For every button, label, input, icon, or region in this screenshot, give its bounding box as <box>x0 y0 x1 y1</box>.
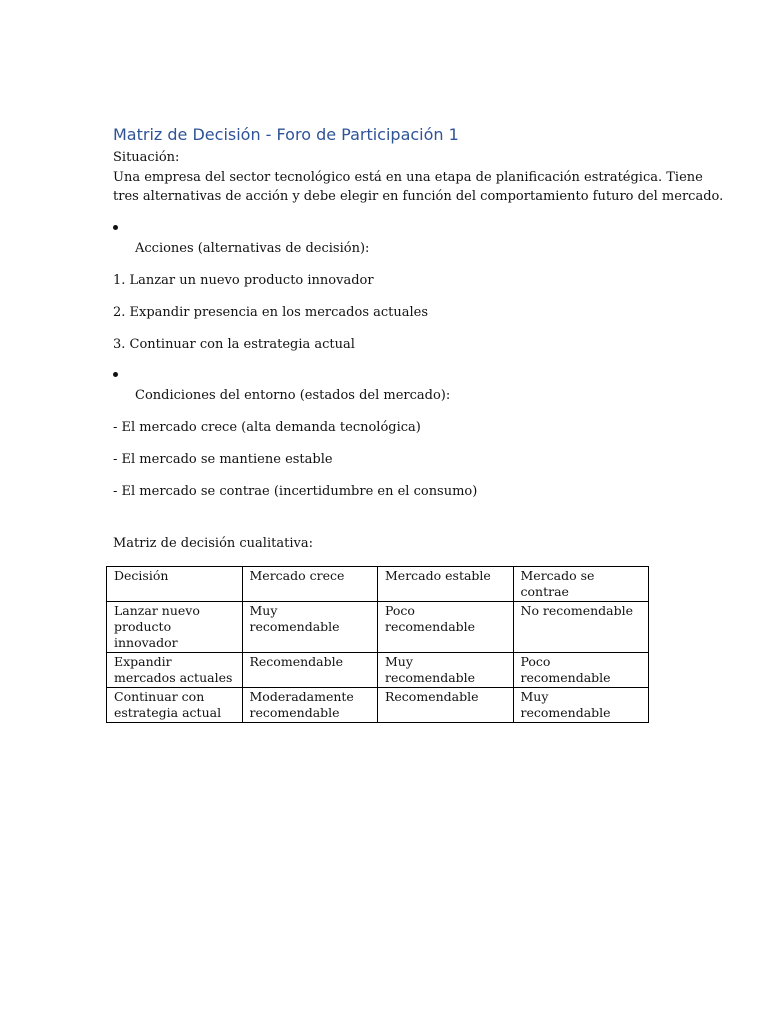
intro-line-1: Una empresa del sector tecnológico está en una etapa de planificación estratégica. Tiene <box>113 170 703 185</box>
action-item-2: 2. Expandir presencia en los mercados actuales <box>113 305 429 320</box>
row-3-decision: Continuar con estrategia actual <box>107 688 243 723</box>
table-row <box>107 602 649 653</box>
row-3-mercado-crece: Moderadamente recomendable <box>242 688 378 723</box>
condition-item-3: - El mercado se contrae (incertidumbre en el consumo) <box>113 484 478 499</box>
situation-label: Situación: <box>113 150 180 165</box>
document-title: Matriz de Decisión - Foro de Participación 1 <box>113 125 459 144</box>
header-decision: Decisión <box>107 567 243 602</box>
header-mercado-estable: Mercado estable <box>378 567 514 602</box>
table-header-row <box>107 567 649 602</box>
row-2-mercado-se-contrae: Poco recomendable <box>513 653 649 688</box>
decision-matrix-table <box>106 566 649 723</box>
table-row <box>107 688 649 723</box>
row-2-mercado-crece: Recomendable <box>242 653 378 688</box>
conditions-heading: Condiciones del entorno (estados del mercado): <box>135 388 451 403</box>
row-3-mercado-se-contrae: Muy recomendable <box>513 688 649 723</box>
row-3-mercado-estable: Recomendable <box>378 688 514 723</box>
header-mercado-se-contrae: Mercado se contrae <box>513 567 649 602</box>
table-row <box>107 653 649 688</box>
header-mercado-crece: Mercado crece <box>242 567 378 602</box>
action-item-3: 3. Continuar con la estrategia actual <box>113 337 355 352</box>
bullet-dot-icon <box>113 225 118 230</box>
row-1-mercado-estable: Poco recomendable <box>378 602 514 653</box>
row-1-decision: Lanzar nuevo producto innovador <box>107 602 243 653</box>
intro-line-2: tres alternativas de acción y debe elegir en función del comportamiento futuro del mercado. <box>113 189 724 204</box>
row-1-mercado-se-contrae: No recomendable <box>513 602 649 653</box>
action-item-1: 1. Lanzar un nuevo producto innovador <box>113 273 374 288</box>
condition-item-2: - El mercado se mantiene estable <box>113 452 333 467</box>
matrix-caption: Matriz de decisión cualitativa: <box>113 536 313 551</box>
actions-heading: Acciones (alternativas de decisión): <box>135 241 370 256</box>
condition-item-1: - El mercado crece (alta demanda tecnológica) <box>113 420 421 435</box>
bullet-dot-icon <box>113 372 118 377</box>
row-2-mercado-estable: Muy recomendable <box>378 653 514 688</box>
row-2-decision: Expandir mercados actuales <box>107 653 243 688</box>
row-1-mercado-crece: Muy recomendable <box>242 602 378 653</box>
